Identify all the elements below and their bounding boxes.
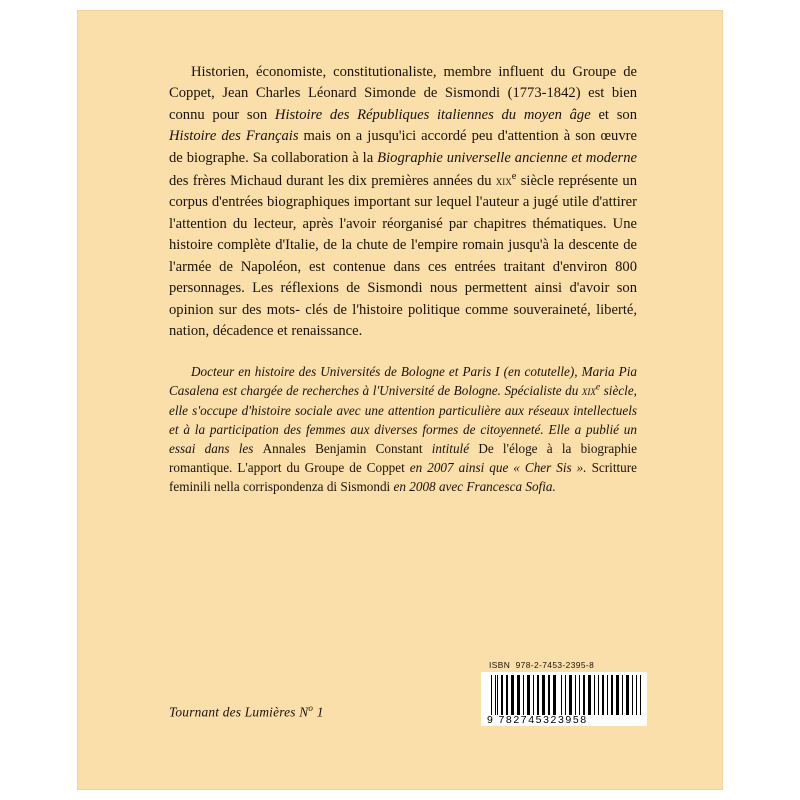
blurb-seg-4: des frères Michaud durant les dix premières années du <box>169 173 496 190</box>
blurb-title-2: Histoire des Français <box>169 128 299 145</box>
barcode-digit-lead: 9 <box>487 714 495 726</box>
blurb-seg-5: siècle représente un corpus d'entrées biographiques important sur lequel l'auteur a jugé utile d'attirer l'attention du lecteur, après l'avoir réorganisé par chapitres thématiques. Une histoire complète d'Italie, de la chute de l'empire romain jusqu'à la descente de l'armée de Napoléon, est contenue dans ces entrées traitant d'environ 800 personnages. Les réflexions de Sismondi nous permettent ainsi d'avoir son opinion sur des mots- clés de l'histoire politique comme souveraineté, liberté, nation, décadence et renaissance. <box>169 173 637 340</box>
blurb-century-superscript: e <box>511 171 517 183</box>
series-ordinal-superscript: o <box>308 703 314 713</box>
bio-essay-title-1: De l'éloge à la biographie romantique. L'apport du Groupe de Coppet <box>169 441 637 476</box>
blurb-title-1: Histoire des Républiques italiennes du moyen âge <box>274 106 591 123</box>
ean13-barcode <box>481 672 647 726</box>
barcode-block <box>481 660 647 726</box>
series-line <box>169 703 324 720</box>
bio-seg-5: en 2008 <box>390 479 439 495</box>
blurb-century: xix <box>495 173 512 189</box>
bio-essay-title-2: Scritture feminili nella corrispondenza di Sismondi <box>169 460 637 495</box>
bio-century-superscript: e <box>595 382 601 393</box>
bio-seg-1: Docteur en histoire des Universités de Bologne et Paris I (en cotutelle), Maria Pia Casalena est chargée de recherches à l'Université de Bologne. Spécialiste du <box>169 364 637 399</box>
bio-seg-3: intitulé <box>422 441 479 457</box>
series-label: Tournant des Lumières N <box>169 704 309 720</box>
author-bio-text <box>169 362 637 496</box>
isbn-line <box>489 660 647 670</box>
barcode-bars <box>491 675 642 715</box>
blurb-seg-3: mais on a jusqu'ici accordé peu d'attention à son œuvre de biographe. Sa collaboration à la <box>169 128 637 166</box>
bio-seg-2: siècle, elle s'occupe d'histoire sociale avec une attention particulière aux réseaux intellectuels et à la participation des femmes aux diverses formes de citoyenneté. Elle a publié un essai dans les <box>169 383 637 457</box>
author-bio-paragraph <box>169 362 637 496</box>
bio-seg-6: avec Francesca Sofia. <box>438 479 556 495</box>
blurb-title-3: Biographie universelle ancienne et moderne <box>377 149 637 166</box>
blurb-paragraph <box>169 62 637 343</box>
cover-inner <box>77 10 723 790</box>
barcode-digits-rest: 782745323958 <box>498 714 588 726</box>
series-number: 1 <box>313 704 324 720</box>
barcode-digits <box>481 714 647 726</box>
blurb-seg-2: et son <box>590 106 637 123</box>
bio-journal-title: Annales Benjamin Constant <box>262 441 423 457</box>
isbn-label: ISBN <box>489 660 511 670</box>
bio-century: xix <box>581 384 596 399</box>
bio-seg-4: en 2007 ainsi que « Cher Sis ». <box>404 460 592 476</box>
blurb-seg-1: Historien, économiste, constitutionaliste, membre influent du Groupe de Coppet, Jean Charles Léonard Simonde de Sismondi (1773-1842) est bien connu pour son <box>169 64 637 123</box>
isbn-value: 978-2-7453-2395-8 <box>515 660 595 670</box>
blurb-text <box>169 62 637 343</box>
book-back-cover <box>77 10 723 790</box>
